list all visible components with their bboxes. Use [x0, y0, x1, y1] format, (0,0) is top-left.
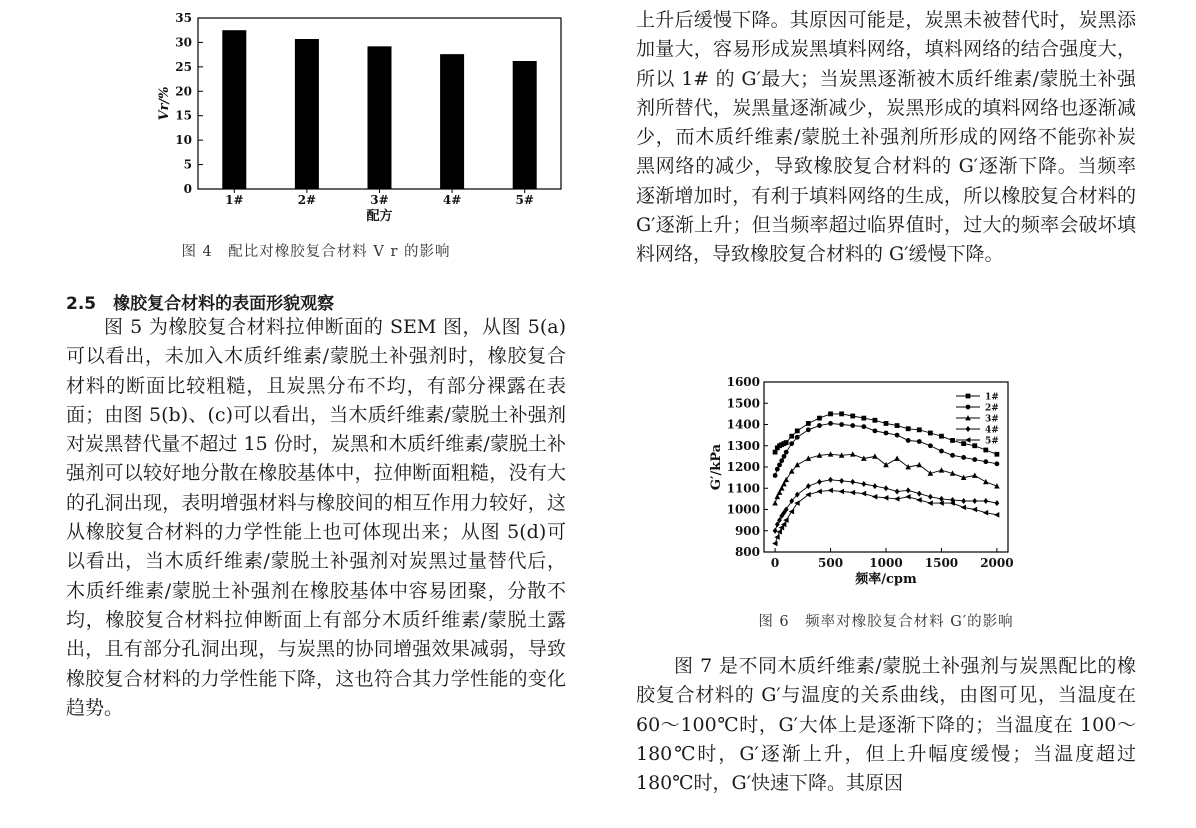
data-point	[961, 441, 966, 446]
data-point	[950, 453, 955, 458]
data-point	[850, 423, 855, 428]
data-point	[794, 462, 800, 467]
data-point	[950, 438, 955, 443]
y-tick-label: 1100	[726, 481, 760, 496]
x-tick-label: 4#	[442, 193, 462, 207]
figure-4-caption: 图 4 配比对橡胶复合材料 V r 的影响	[181, 244, 451, 260]
legend-marker	[966, 405, 971, 410]
data-point	[850, 479, 855, 485]
y-tick-label: 800	[734, 545, 760, 559]
data-point	[777, 462, 782, 467]
y-tick-label: 1400	[726, 417, 760, 432]
data-point	[972, 473, 978, 478]
data-point	[873, 483, 878, 489]
y-tick-label: 15	[175, 108, 192, 123]
data-point	[883, 495, 888, 501]
data-point	[995, 461, 1000, 466]
data-point	[972, 457, 977, 462]
legend-label: 5#	[985, 436, 999, 447]
left-paragraph: 图 5 为橡胶复合材料拉伸断面的 SEM 图，从图 5(a)可以看出，未加入木质纤维素/蒙脱土补强剂时，橡胶复合材料的断面比较粗糙，且炭黑分布不均，有部分裸露在表面；由图 5(b)、(c)可以看出，当木质纤维素/蒙脱土补强剂对炭黑替代量不超过 15 份时，炭黑和木质纤维素/蒙脱土补强剂可以较好地分散在橡胶基体中，拉伸断面粗糙，没有大的孔洞出现，表明增强材料与橡胶间的相互作用力较好，这从橡胶复合材料的力学性能上也可体现出来；从图 5(d)可以看出，当木质纤维素/蒙脱土补强剂对炭黑过量替代后，木质纤维素/蒙脱土补强剂在橡胶基体中容易团聚，分散不均，橡胶复合材料拉伸断面上有部分木质纤维素/蒙脱土露出，且有部分孔洞出现，与炭黑的协同增强效果减弱，导致橡胶复合材料的力学性能下降，这也符合其力学性能的变化趋势。	[66, 316, 566, 719]
data-point	[817, 423, 822, 428]
bar	[440, 54, 464, 189]
right-paragraph-top: 上升后缓慢下降。其原因可能是，炭黑未被替代时，炭黑添加量大，容易形成炭黑填料网络，填料网络的结合强度大，所以 1# 的 G′最大；当炭黑逐渐被木质纤维素/蒙脱土补强剂所替代，炭黑量逐渐减少，炭黑形成的填料网络也逐渐减少，而木质纤维素/蒙脱土补强剂所形成的网络不能弥补炭黑网络的减少，导致橡胶复合材料的 G′逐渐下降。当频率逐渐增加时，有利于填料网络的生成，所以橡胶复合材料的 G′逐渐上升；但当频率超过临界值时，过大的频率会破坏填料网络，导致橡胶复合材料的 G′缓慢下降。	[636, 9, 1136, 266]
data-point	[828, 477, 833, 483]
data-point	[828, 488, 833, 494]
legend-label: 4#	[985, 425, 999, 436]
x-tick-label: 1#	[225, 193, 244, 207]
y-tick-label: 1200	[726, 460, 760, 474]
data-point	[994, 512, 999, 518]
y-tick-label: 0	[183, 182, 192, 196]
data-point	[917, 427, 922, 432]
data-point	[972, 498, 977, 504]
data-point	[906, 426, 911, 431]
y-tick-label: 900	[734, 523, 760, 538]
y-axis-label: Vr/%	[157, 86, 172, 121]
data-point	[828, 451, 834, 456]
data-point	[917, 491, 922, 497]
x-tick-label: 500	[818, 556, 844, 570]
bar	[222, 30, 246, 189]
data-point	[772, 541, 777, 547]
data-point	[906, 487, 911, 493]
data-point	[784, 440, 789, 445]
data-point	[983, 498, 988, 504]
data-point	[773, 450, 778, 455]
legend-marker	[966, 394, 971, 399]
data-point	[905, 494, 910, 500]
data-point	[872, 453, 878, 458]
y-tick-label: 35	[175, 11, 192, 25]
data-point	[773, 473, 778, 478]
data-point	[773, 528, 778, 534]
data-point	[883, 462, 889, 467]
legend-marker	[966, 426, 971, 432]
data-point	[861, 424, 866, 429]
data-point	[983, 459, 988, 464]
data-point	[782, 454, 787, 459]
data-point	[972, 443, 977, 448]
data-point	[794, 500, 799, 506]
figure-4-bar-chart	[156, 0, 576, 230]
data-point	[872, 494, 877, 500]
data-point	[789, 509, 794, 515]
data-point	[806, 427, 811, 432]
data-point	[939, 467, 945, 472]
data-point	[983, 510, 988, 516]
data-point	[995, 452, 1000, 457]
x-tick-label: 0	[770, 556, 780, 570]
series-2	[773, 421, 1000, 478]
data-point	[828, 411, 833, 416]
data-point	[873, 418, 878, 423]
x-axis-label: 频率/cpm	[855, 572, 917, 587]
data-point	[895, 423, 900, 428]
figure-6-caption: 图 6 频率对橡胶复合材料 G′的影响	[758, 614, 1014, 630]
series-5	[772, 488, 999, 547]
data-point	[928, 443, 933, 448]
data-point	[906, 438, 911, 443]
bar	[368, 46, 392, 189]
data-point	[895, 488, 900, 494]
data-point	[806, 483, 811, 489]
data-point	[983, 479, 989, 484]
data-point	[894, 496, 899, 502]
data-point	[784, 450, 789, 455]
data-point	[839, 489, 844, 495]
data-point	[817, 479, 822, 485]
data-point	[806, 421, 811, 426]
x-tick-label: 2000	[980, 556, 1014, 570]
data-point	[873, 428, 878, 433]
data-point	[895, 433, 900, 438]
y-tick-label: 1300	[726, 438, 760, 453]
data-point	[884, 485, 889, 491]
data-point	[861, 491, 866, 497]
x-tick-label: 3#	[370, 193, 389, 207]
data-point	[961, 505, 966, 511]
data-point	[928, 431, 933, 436]
figure-6-line-chart	[706, 374, 1126, 604]
data-point	[839, 411, 844, 416]
data-point	[961, 498, 966, 504]
data-point	[928, 494, 933, 500]
y-tick-label: 10	[175, 133, 192, 148]
data-point	[839, 478, 844, 484]
y-tick-label: 1500	[726, 396, 760, 411]
data-point	[884, 421, 889, 426]
data-point	[939, 449, 944, 454]
data-point	[927, 500, 932, 506]
data-point	[772, 500, 778, 505]
data-point	[839, 422, 844, 427]
legend-label: 3#	[985, 414, 999, 425]
legend-label: 1#	[985, 392, 999, 403]
data-point	[894, 456, 900, 461]
y-tick-label: 20	[175, 84, 192, 99]
data-point	[816, 489, 821, 495]
bar	[513, 61, 537, 189]
data-point	[861, 416, 866, 421]
data-point	[777, 529, 782, 535]
data-point	[884, 431, 889, 436]
y-tick-label: 5	[183, 157, 192, 172]
legend-label: 2#	[985, 403, 999, 414]
x-tick-label: 1500	[924, 556, 959, 570]
y-tick-label: 1000	[726, 502, 760, 517]
data-point	[995, 500, 1000, 506]
data-point	[789, 434, 794, 439]
y-tick-label: 30	[175, 35, 192, 50]
section-heading: 2.5 橡胶复合材料的表面形貌观察	[66, 294, 335, 314]
data-point	[828, 421, 833, 426]
x-tick-label: 1000	[869, 556, 903, 570]
y-tick-label: 25	[175, 59, 192, 74]
data-point	[916, 462, 922, 467]
x-tick-label: 5#	[515, 193, 534, 207]
data-point	[795, 435, 800, 440]
x-tick-label: 2#	[297, 193, 317, 207]
data-point	[850, 414, 855, 419]
data-point	[789, 441, 794, 446]
data-point	[983, 448, 988, 453]
data-point	[779, 458, 784, 463]
data-point	[916, 497, 921, 503]
data-point	[775, 467, 780, 472]
right-paragraph-bottom: 图 7 是不同木质纤维素/蒙脱土补强剂与炭黑配比的橡胶复合材料的 G′与温度的关系曲线，由图可见，当温度在 60～100℃时，G′大体上是逐渐下降的；当温度在 100～180℃时，G′逐渐上升，但上升幅度缓慢；当温度超过 180℃时，G′快速下降。其原因	[636, 655, 1136, 795]
data-point	[861, 481, 866, 487]
data-point	[850, 490, 855, 496]
data-point	[917, 439, 922, 444]
bar	[295, 39, 319, 189]
data-point	[961, 455, 966, 460]
x-axis-label: 配方	[366, 209, 393, 224]
data-point	[795, 428, 800, 433]
data-point	[850, 451, 856, 456]
data-point	[972, 507, 977, 513]
y-axis-label: G′/kPa	[709, 443, 724, 491]
y-tick-label: 1600	[726, 375, 760, 389]
data-point	[939, 434, 944, 439]
data-point	[817, 416, 822, 421]
